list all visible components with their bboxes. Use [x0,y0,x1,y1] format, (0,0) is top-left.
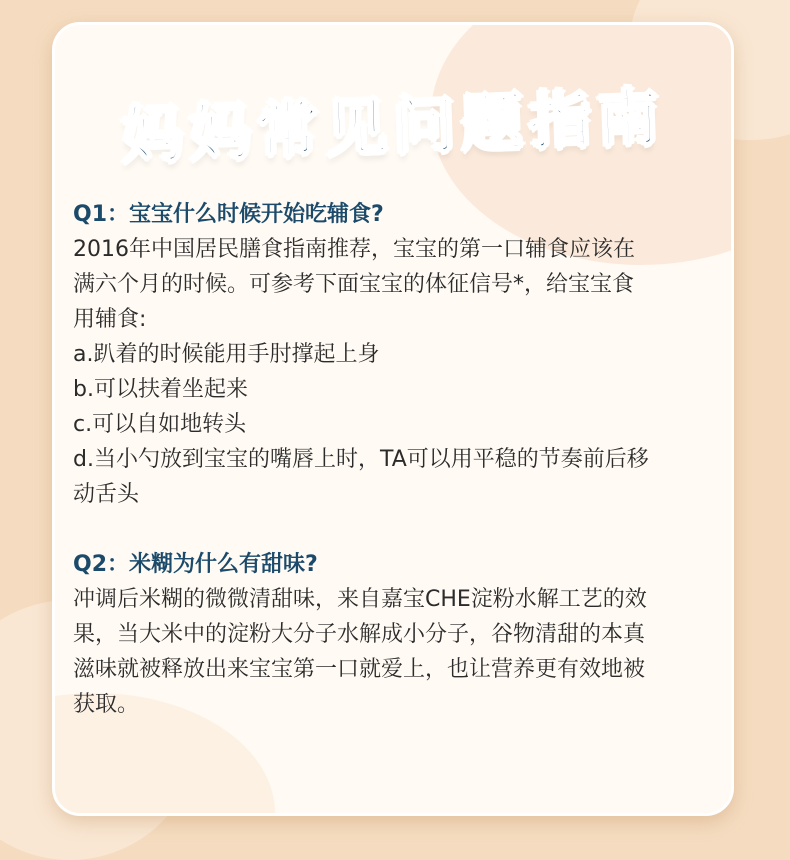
question-1: Q1：宝宝什么时候开始吃辅食? [73,202,384,227]
answer-1-line: 2016年中国居民膳食指南推荐，宝宝的第一口辅食应该在 [73,237,635,262]
section-gap [73,512,713,547]
list-item: c.可以自如地转头 [73,412,247,437]
answer-2-line: 滋味就被释放出来宝宝第一口就爱上，也让营养更有效地被 [73,657,646,682]
answer-2-line: 获取。 [73,692,140,717]
answer-1-line: 用辅食: [73,307,147,332]
page-title: 妈妈常见问题指南 [120,80,667,173]
faq-content [73,197,713,722]
answer-2-line: 果，当大米中的淀粉大分子水解成小分子，谷物清甜的本真 [73,622,646,647]
list-item: 动舌头 [73,482,140,507]
list-item: a.趴着的时候能用手肘撑起上身 [73,342,380,367]
guide-card [52,22,734,816]
answer-1-line: 满六个月的时候。可参考下面宝宝的体征信号*，给宝宝食 [73,272,635,297]
answer-2-line: 冲调后米糊的微微清甜味，来自嘉宝CHE淀粉水解工艺的效 [73,587,647,612]
question-2: Q2：米糊为什么有甜味? [73,552,318,577]
list-item: d.当小勺放到宝宝的嘴唇上时，TA可以用平稳的节奏前后移 [73,447,649,472]
list-item: b.可以扶着坐起来 [73,377,248,402]
